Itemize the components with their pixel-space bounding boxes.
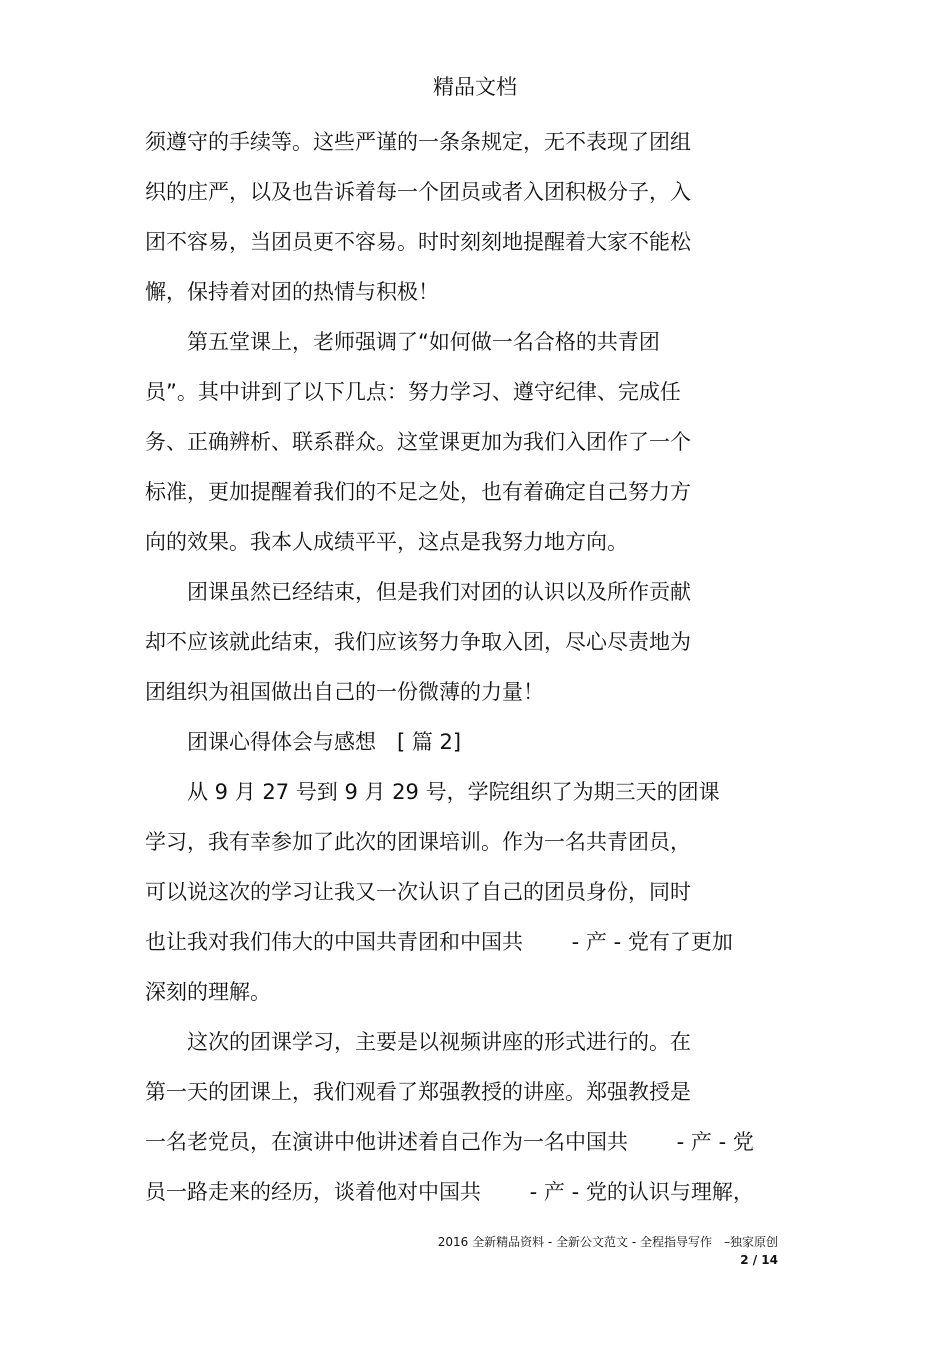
body-line: 团课虽然已经结束，但是我们对团的认识以及所作贡献 xyxy=(145,580,691,604)
body-line: 团组织为祖国做出自己的一份微薄的力量！ xyxy=(145,680,544,704)
body-line: 可以说这次的学习让我又一次认识了自己的团员身份，同时 xyxy=(145,880,691,904)
body-line: 从 9 月 27 号到 9 月 29 号，学院组织了为期三天的团课 xyxy=(145,780,720,804)
body-line: 学习，我有幸参加了此次的团课培训。作为一名共青团员， xyxy=(145,830,691,854)
body-line: 第五堂课上，老师强调了“如何做一名合格的共青团 xyxy=(145,330,660,354)
body-line: 向的效果。我本人成绩平平，这点是我努力地方向。 xyxy=(145,530,628,554)
section-heading: 团课心得体会与感想 [ 篇 2] xyxy=(145,730,462,754)
body-line: 务、正确辨析、联系群众。这堂课更加为我们入团作了一个 xyxy=(145,430,691,454)
body-line: 须遵守的手续等。这些严谨的一条条规定，无不表现了团组 xyxy=(145,130,691,154)
body-line: 标准，更加提醒着我们的不足之处，也有着确定自己努力方 xyxy=(145,480,691,504)
body-line: 一名老党员，在演讲中他讲述着自己作为一名中国共 - 产 - 党 xyxy=(145,1130,754,1154)
body-line: 第一天的团课上，我们观看了郑强教授的讲座。郑强教授是 xyxy=(145,1080,691,1104)
page-header: 精品文档 xyxy=(433,75,517,99)
body-line: 懈，保持着对团的热情与积极！ xyxy=(145,280,439,304)
body-line: 员一路走来的经历，谈着他对中国共 - 产 - 党的认识与理解， xyxy=(145,1180,754,1204)
page-footer-text: 2016 全新精品资料 - 全新公文范文 - 全程指导写作 –独家原创 xyxy=(437,1235,778,1249)
body-line: 员”。其中讲到了以下几点：努力学习、遵守纪律、完成任 xyxy=(145,380,681,404)
body-line: 却不应该就此结束，我们应该努力争取入团，尽心尽责地为 xyxy=(145,630,691,654)
body-line: 也让我对我们伟大的中国共青团和中国共 - 产 - 党有了更加 xyxy=(145,930,733,954)
body-line: 这次的团课学习，主要是以视频讲座的形式进行的。在 xyxy=(145,1030,691,1054)
body-line: 深刻的理解。 xyxy=(145,980,271,1004)
body-line: 织的庄严，以及也告诉着每一个团员或者入团积极分子，入 xyxy=(145,180,691,204)
body-line: 团不容易，当团员更不容易。时时刻刻地提醒着大家不能松 xyxy=(145,230,691,254)
page-number: 2 / 14 xyxy=(740,1253,778,1267)
